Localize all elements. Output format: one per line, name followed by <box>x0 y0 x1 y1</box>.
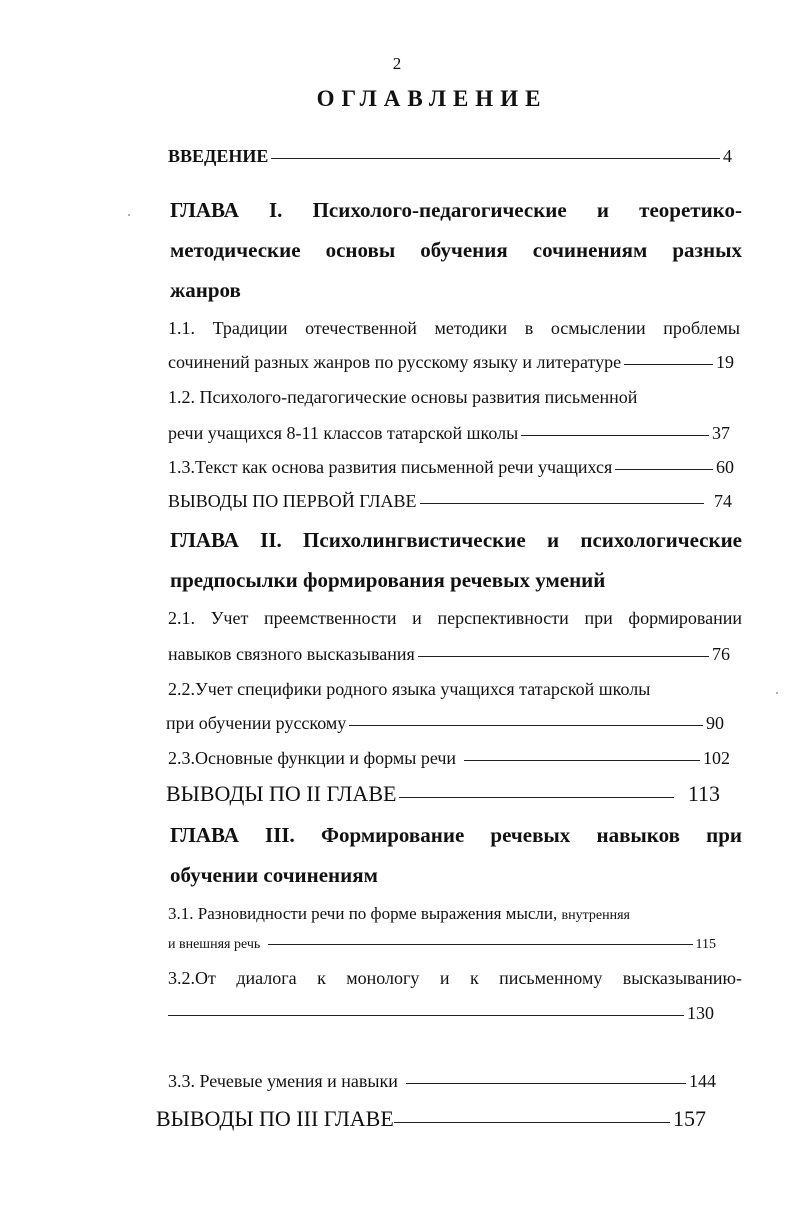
toc-conclusion-3-label: ВЫВОДЫ ПО III ГЛАВЕ <box>156 1106 394 1131</box>
scan-speck <box>776 692 778 694</box>
toc-3-1-line1-small: внутренняя <box>561 908 630 923</box>
toc-3-1-line1-main: 3.1. Разновидности речи по форме выражения мысли, <box>168 904 558 923</box>
toc-1-3-page: 60 <box>716 457 734 477</box>
toc-3-1-page: 115 <box>695 937 716 952</box>
chapter2-heading-line1[interactable]: ГЛАВА II. Психолингвистические и психологические <box>170 528 742 552</box>
toc-3-2-line1[interactable]: 3.2.От диалога к монологу и к письменному высказыванию- <box>168 968 742 988</box>
toc-2-1[interactable] <box>168 644 730 665</box>
leader-line <box>268 944 692 945</box>
leader-line <box>420 503 704 504</box>
toc-1-1-line1[interactable]: 1.1. Традиции отечественной методики в осмыслении проблемы <box>168 318 740 338</box>
toc-conclusion-1-page: 74 <box>714 491 732 511</box>
leader-line <box>418 656 709 657</box>
toc-3-1-line1[interactable] <box>168 904 630 924</box>
chapter1-heading-line3[interactable]: жанров <box>170 278 241 302</box>
leader-line <box>394 1122 670 1123</box>
chapter3-heading-line1[interactable]: ГЛАВА III. Формирование речевых навыков при <box>170 823 742 847</box>
toc-2-3[interactable] <box>168 748 730 769</box>
toc-2-3-line1: 2.3.Основные функции и формы речи <box>168 748 457 768</box>
toc-1-1-page: 19 <box>716 352 734 372</box>
toc-3-1[interactable] <box>168 937 716 953</box>
toc-2-2[interactable] <box>166 713 724 734</box>
toc-2-2-line2: при обучении русскому <box>166 713 347 733</box>
page-title: ОГЛАВЛЕНИЕ <box>316 86 548 111</box>
toc-conclusion-1[interactable] <box>168 491 732 512</box>
scan-speck <box>128 214 130 216</box>
page-number: 2 <box>392 54 402 73</box>
toc-conclusion-2-label: ВЫВОДЫ ПО II ГЛАВЕ <box>166 781 397 806</box>
leader-line <box>615 469 713 470</box>
toc-3-1-line2: и внешняя речь <box>168 937 261 952</box>
toc-2-1-line2: навыков связного высказывания <box>168 644 415 664</box>
leader-line <box>271 158 720 159</box>
toc-3-3-line1: 3.3. Речевые умения и навыки <box>168 1071 398 1091</box>
toc-1-2-line1[interactable]: 1.2. Психолого-педагогические основы развития письменной <box>168 387 638 407</box>
toc-2-1-line1[interactable]: 2.1. Учет преемственности и перспективности при формировании <box>168 608 742 628</box>
toc-1-3-line1: 1.3.Текст как основа развития письменной речи учащихся <box>168 457 613 477</box>
toc-intro-label: ВВЕДЕНИЕ <box>168 146 269 166</box>
chapter3-heading-line2[interactable]: обучении сочинениям <box>170 863 378 887</box>
toc-2-1-page: 76 <box>712 644 730 664</box>
leader-line <box>464 760 700 761</box>
toc-2-3-page: 102 <box>703 748 730 768</box>
toc-conclusion-1-label: ВЫВОДЫ ПО ПЕРВОЙ ГЛАВЕ <box>168 491 417 511</box>
leader-line <box>406 1083 686 1084</box>
leader-line <box>521 435 709 436</box>
toc-1-1[interactable] <box>168 352 734 373</box>
toc-conclusion-3[interactable] <box>156 1106 706 1132</box>
toc-conclusion-3-page: 157 <box>673 1106 706 1131</box>
chapter1-heading-line1[interactable]: ГЛАВА I. Психолого-педагогические и теоретико- <box>170 198 742 222</box>
leader-line <box>399 797 673 798</box>
leader-line <box>168 1015 684 1016</box>
chapter2-heading-line2[interactable]: предпосылки формирования речевых умений <box>170 568 606 592</box>
toc-3-3[interactable] <box>168 1071 716 1092</box>
leader-line <box>624 364 713 365</box>
toc-intro-page: 4 <box>723 146 732 166</box>
toc-intro[interactable] <box>168 146 732 167</box>
toc-1-2[interactable] <box>168 423 730 444</box>
leader-line <box>349 725 703 726</box>
toc-3-2[interactable] <box>168 1003 714 1024</box>
toc-1-1-line2: сочинений разных жанров по русскому языку и литературе <box>168 352 622 372</box>
toc-1-3[interactable] <box>168 457 734 478</box>
toc-1-2-page: 37 <box>712 423 730 443</box>
toc-1-2-line2: речи учащихся 8-11 классов татарской школы <box>168 423 519 443</box>
toc-2-2-page: 90 <box>706 713 724 733</box>
toc-3-3-page: 144 <box>689 1071 716 1091</box>
toc-conclusion-2[interactable] <box>166 781 720 807</box>
chapter1-heading-line2[interactable]: методические основы обучения сочинениям разных <box>170 238 742 262</box>
toc-3-2-page: 130 <box>687 1003 714 1023</box>
toc-2-2-line1[interactable]: 2.2.Учет специфики родного языка учащихся татарской школы <box>168 679 651 699</box>
toc-conclusion-2-page: 113 <box>687 781 720 806</box>
